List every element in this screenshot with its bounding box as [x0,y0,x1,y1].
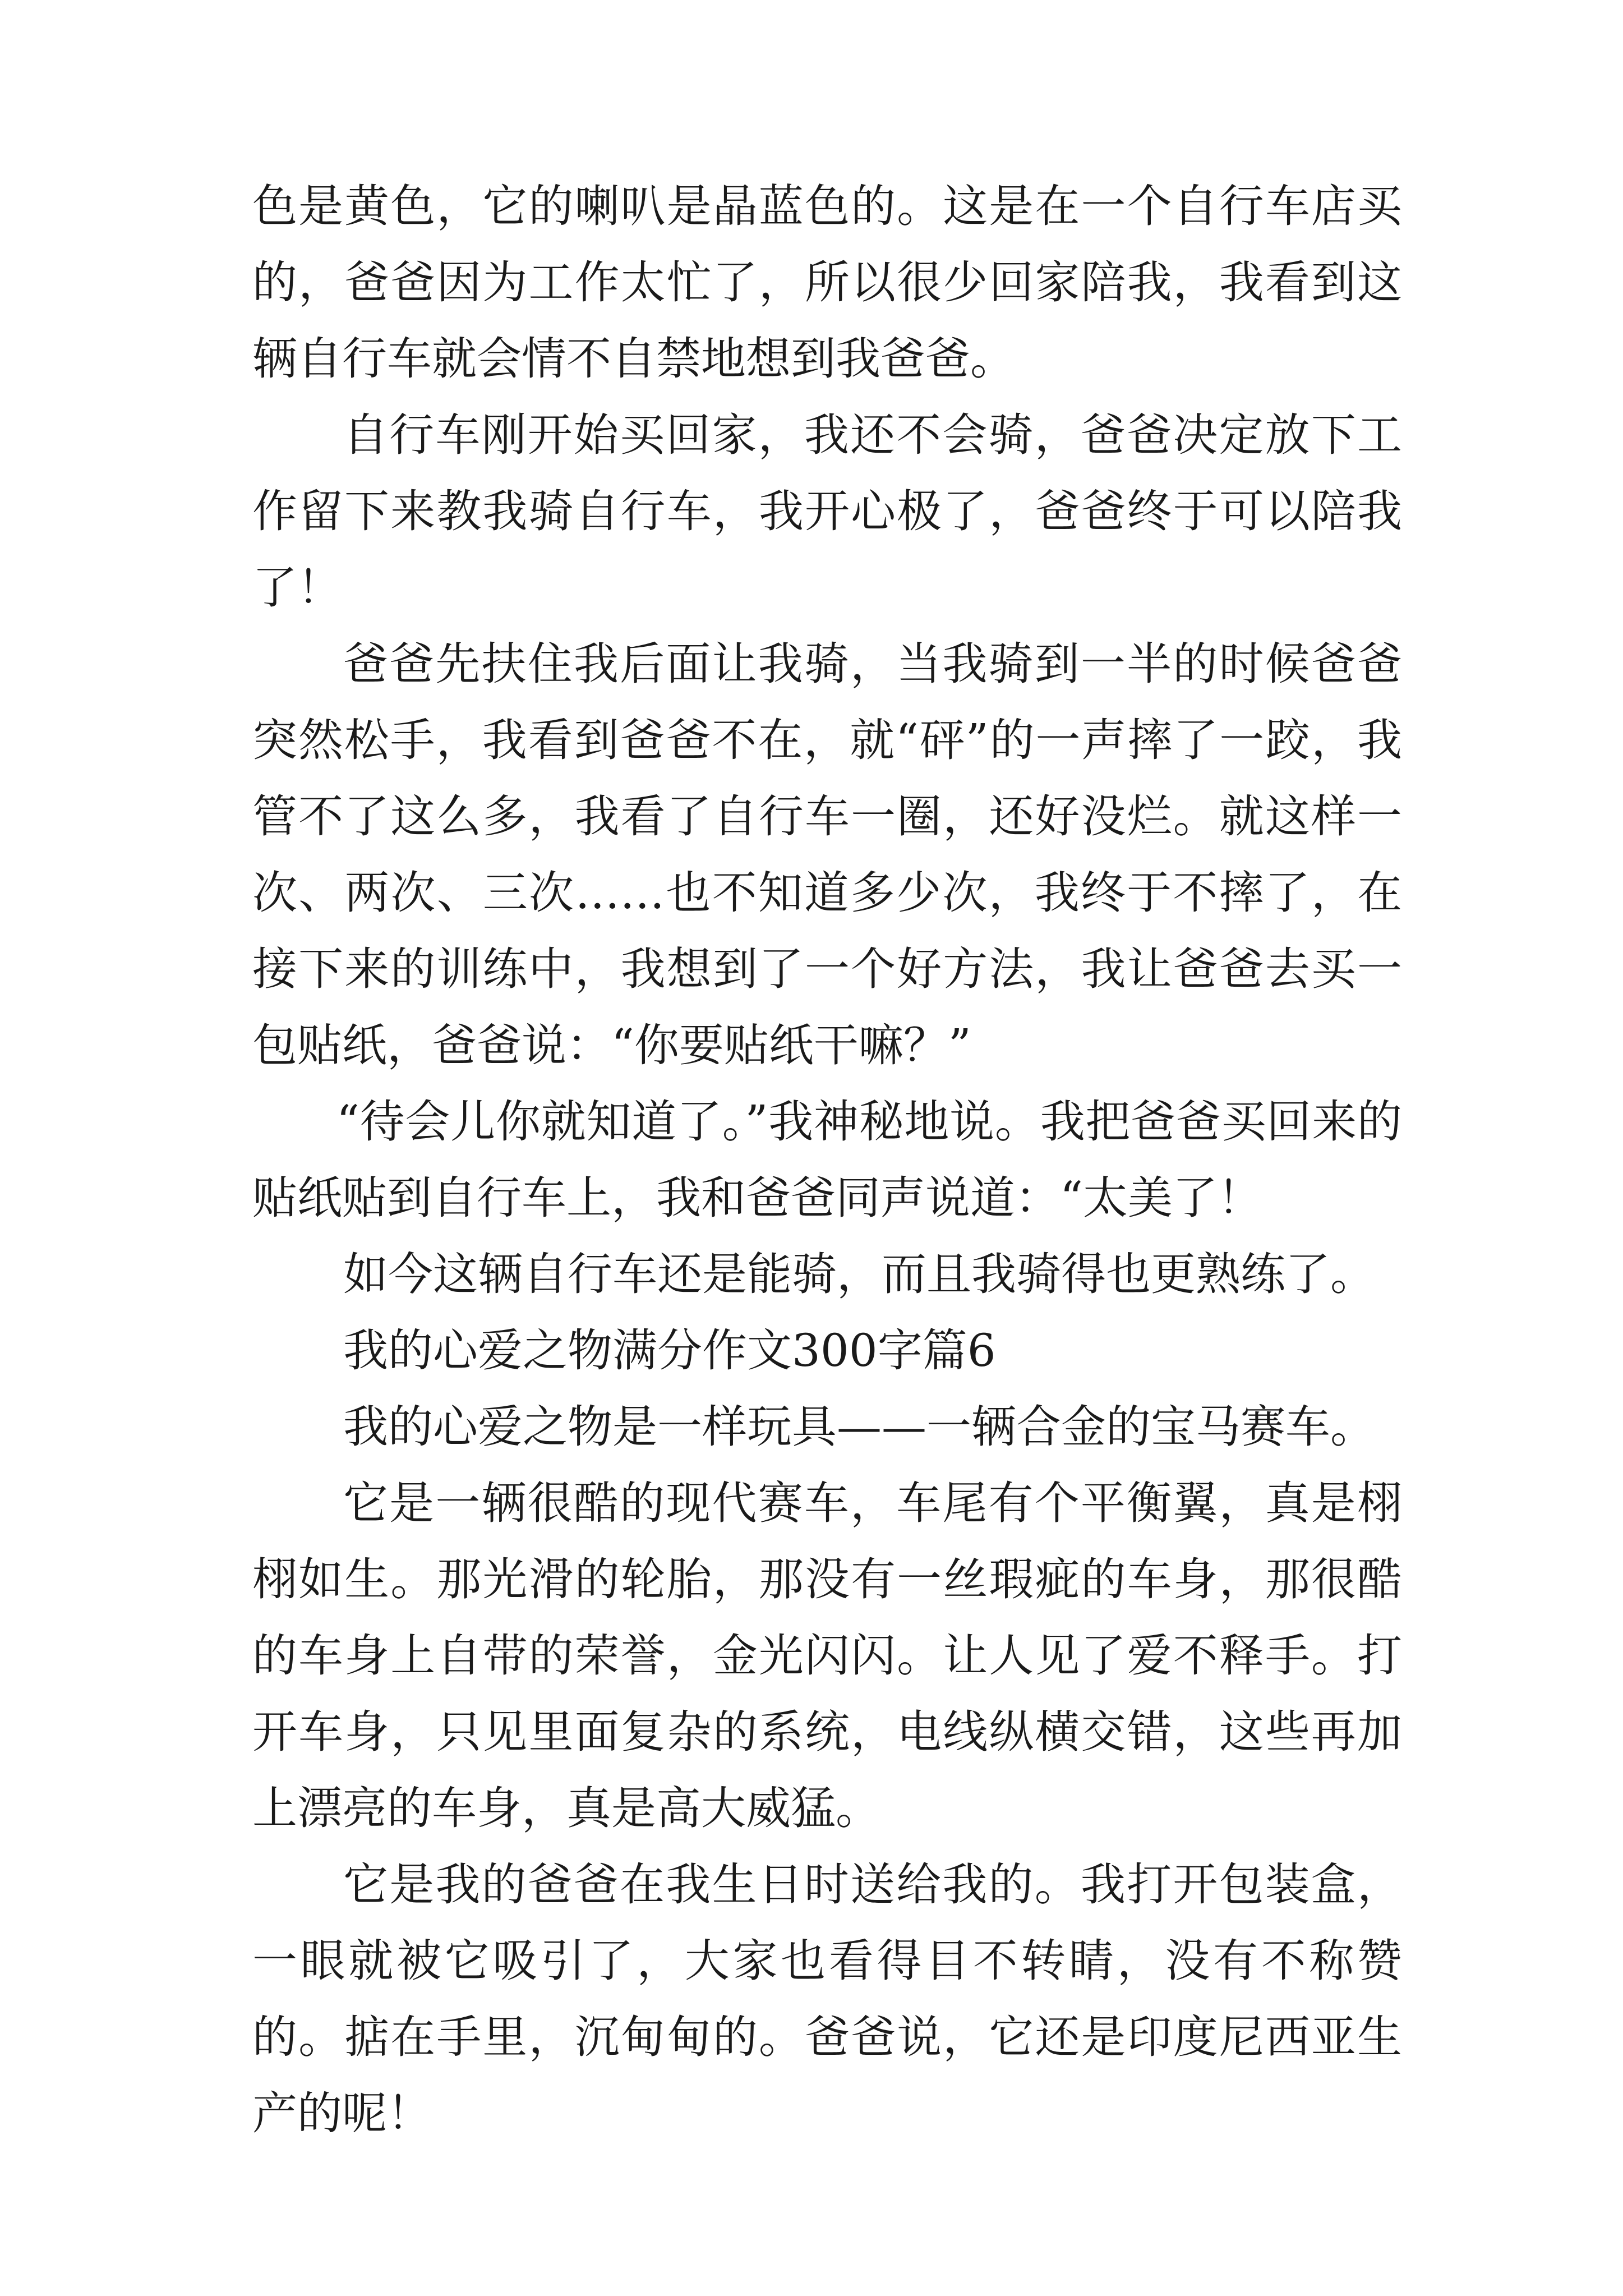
document-body [252,168,1402,2152]
paragraph: 它是一辆很酷的现代赛车，车尾有个平衡翼，真是栩栩如生。那光滑的轮胎，那没有一丝瑕疵的车身，那很酷的车身上自带的荣誉，金光闪闪。让人见了爱不释手。打开车身，只见里面复杂的系统，电线纵横交错，这些再加上漂亮的车身，真是高大威猛。 [252,1477,1402,1834]
paragraph: 爸爸先扶住我后面让我骑，当我骑到一半的时候爸爸突然松手，我看到爸爸不在，就“砰”的一声摔了一跤，我管不了这么多，我看了自行车一圈，还好没烂。就这样一次、两次、三次……也不知道多少次，我终于不摔了，在接下来的训练中，我想到了一个好方法，我让爸爸去买一包贴纸，爸爸说：“你要贴纸干嘛？” [252,638,1402,1071]
paragraph: “待会儿你就知道了。”我神秘地说。我把爸爸买回来的贴纸贴到自行车上，我和爸爸同声说道：“太美了！ [252,1096,1402,1224]
paragraph: 自行车刚开始买回家，我还不会骑，爸爸决定放下工作留下来教我骑自行车，我开心极了，爸爸终于可以陪我了！ [252,409,1402,614]
section-heading: 我的心爱之物满分作文300字篇6 [343,1324,996,1377]
paragraph-continuation: 色是黄色，它的喇叭是晶蓝色的。这是在一个自行车店买的，爸爸因为工作太忙了，所以很少回家陪我，我看到这辆自行车就会情不自禁地想到我爸爸。 [252,180,1402,385]
paragraph: 我的心爱之物是一样玩具——一辆合金的宝马赛车。 [343,1401,1375,1453]
paragraph: 如今这辆自行车还是能骑，而且我骑得也更熟练了。 [343,1248,1375,1300]
paragraph: 它是我的爸爸在我生日时送给我的。我打开包装盒，一眼就被它吸引了，大家也看得目不转睛，没有不称赞的。掂在手里，沉甸甸的。爸爸说，它还是印度尼西亚生产的呢！ [252,1858,1402,2139]
